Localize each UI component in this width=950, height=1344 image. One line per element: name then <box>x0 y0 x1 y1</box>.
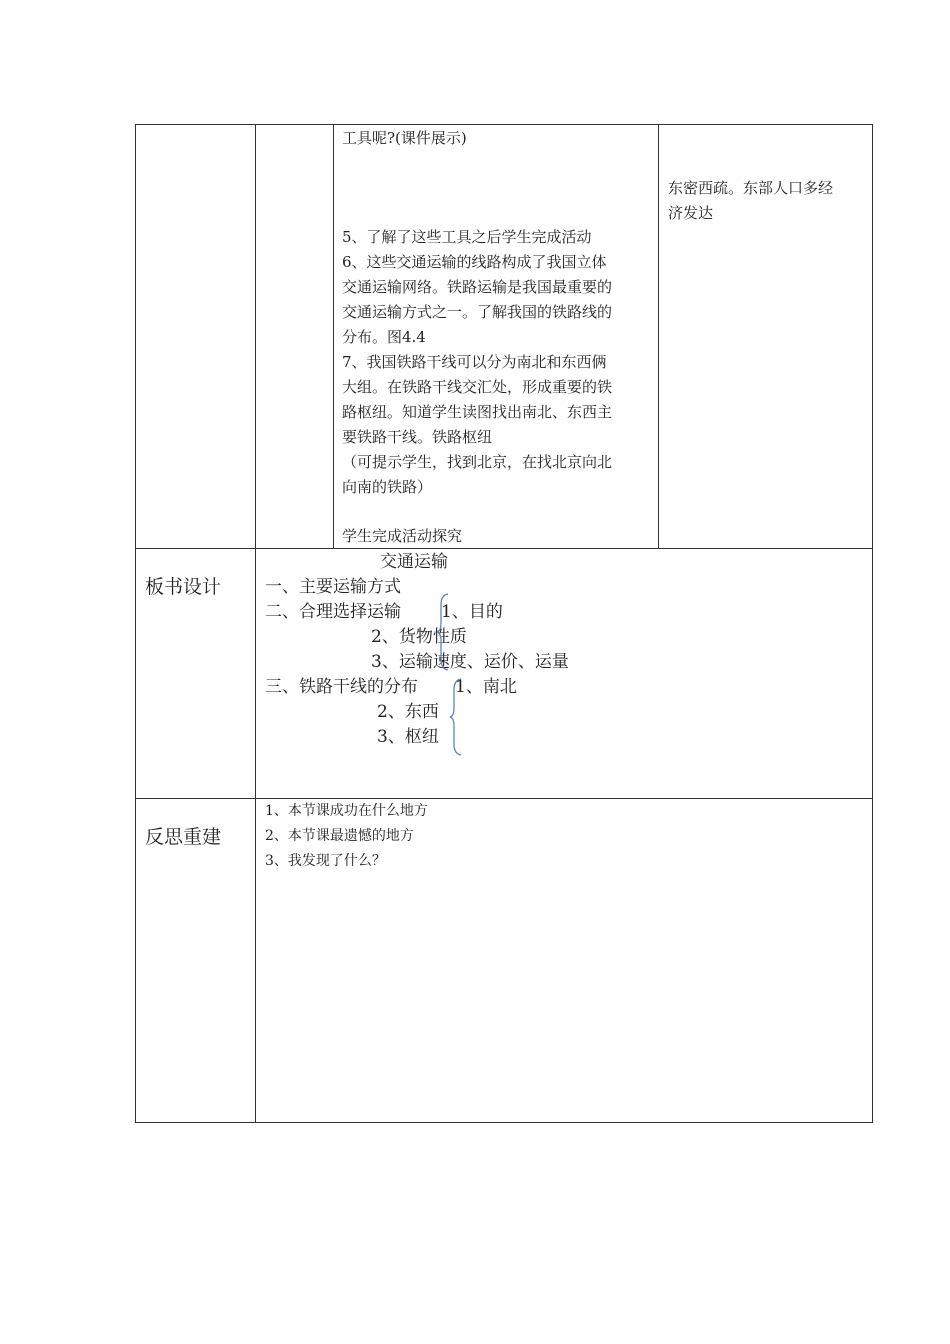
board-sub-2-3: 3、运输速度、运价、运量 <box>371 652 569 672</box>
activity-line: 分布。图4.4 <box>342 328 426 346</box>
board-sub-2-1: 1、目的 <box>441 602 503 622</box>
activity-line: 交通运输方式之一。了解我国的铁路线的 <box>342 303 613 321</box>
brace-icon <box>449 678 463 756</box>
activity-line: 5、了解了这些工具之后学生完成活动 <box>342 228 592 246</box>
activity-line: （可提示学生，找到北京，在找北京向北 <box>342 453 613 471</box>
table-bottom-border <box>135 1122 873 1123</box>
note-line: 东密西疏。东部人口多经 <box>668 179 834 197</box>
activity-line: 要铁路干线。铁路枢纽 <box>342 428 493 446</box>
activity-line: 7、我国铁路干线可以分为南北和东西俩 <box>342 353 607 371</box>
reflection-line: 1、本节课成功在什么地方 <box>265 803 428 819</box>
activity-line: 学生完成活动探究 <box>342 527 463 545</box>
activity-line: 6、这些交通运输的线路构成了我国立体 <box>342 253 607 271</box>
note-column-divider <box>658 124 659 548</box>
brace-icon <box>436 593 450 671</box>
table-left-border <box>135 124 136 1123</box>
activity-line: 向南的铁路） <box>342 478 433 496</box>
board-design-label: 板书设计 <box>145 576 222 598</box>
activity-line: 工具呢?(课件展示) <box>342 129 467 147</box>
table-top-border <box>135 124 873 125</box>
board-sub-3-3: 3、枢纽 <box>377 727 439 747</box>
board-item-1: 一、主要运输方式 <box>265 577 401 597</box>
note-line: 济发达 <box>668 204 714 222</box>
row-divider-reflection <box>135 798 873 799</box>
board-sub-3-2: 2、东西 <box>377 702 439 722</box>
reflection-line: 3、我发现了什么？ <box>265 853 386 869</box>
activity-line: 大组。在铁路干线交汇处，形成重要的铁 <box>342 378 613 396</box>
board-title: 交通运输 <box>380 552 448 572</box>
content-column-divider <box>333 124 334 548</box>
board-sub-3-1: 1、南北 <box>455 677 517 697</box>
table-right-border <box>872 124 873 1123</box>
activity-line: 交通运输网络。铁路运输是我国最重要的 <box>342 278 613 296</box>
label-column-divider <box>255 124 256 1123</box>
board-item-3: 三、铁路干线的分布 <box>265 677 418 697</box>
row-divider-board <box>135 548 873 549</box>
board-item-2: 二、合理选择运输 <box>265 602 401 622</box>
activity-line: 路枢纽。知道学生读图找出南北、东西主 <box>342 403 613 421</box>
reflection-line: 2、本节课最遗憾的地方 <box>265 828 414 844</box>
reflection-label: 反思重建 <box>145 826 222 848</box>
board-sub-2-2: 2、货物性质 <box>371 627 467 647</box>
